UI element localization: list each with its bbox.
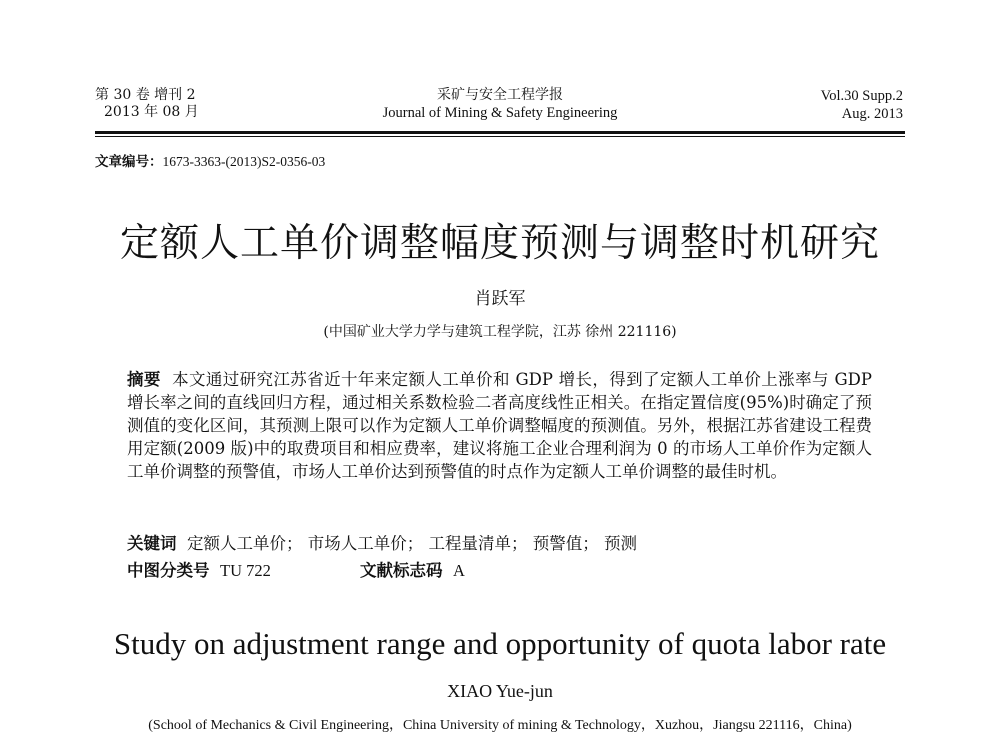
volume-issue-cn: 第 30 卷 增刊 2 (95, 87, 196, 103)
clc-label: 中图分类号 (127, 561, 210, 580)
date-cn: 2013 年 08 月 (104, 104, 199, 120)
journal-name-cn: 采矿与安全工程学报 (437, 87, 563, 103)
paper-title-cn: 定额人工单价调整幅度预测与调整时机研究 (119, 221, 880, 266)
doc-code-label: 文献标志码 (360, 561, 443, 580)
volume-issue-en: Vol.30 Supp.2 (820, 88, 903, 104)
abstract-label: 摘要 (127, 370, 161, 389)
article-id-value: 1673-3363-(2013)S2-0356-03 (162, 154, 326, 169)
header-rule-thin (95, 136, 905, 137)
paper-title-en: Study on adjustment range and opportunity of quota labor rate (113, 626, 887, 661)
keywords (127, 532, 637, 555)
keywords-text: 定额人工单价； 市场人工单价； 工程量清单； 预警值； 预测 (187, 534, 637, 553)
abstract (127, 368, 872, 483)
keywords-label: 关键词 (127, 534, 177, 553)
author-en: XIAO Yue-jun (447, 681, 553, 701)
classification (127, 559, 271, 582)
header-rule-thick (95, 131, 905, 134)
article-id-label: 文章编号： (95, 154, 163, 170)
affiliation-cn: (中国矿业大学力学与建筑工程学院，江苏 徐州 221116) (323, 324, 677, 340)
abstract-text: 本文通过研究江苏省近十年来定额人工单价和 GDP 增长，得到了定额人工单价上涨率与 GDP 增长率之间的直线回归方程，通过相关系数检验二者高度线性正相关。在指定置信度(95%)时确定了预测值的变化区间，其预测上限可以作为定额人工单价调整幅度的预测值。另外，根据江苏省建设工程费用定额(2009 版)中的取费项目和相应费率，建议将施工企业合理利润为 0 的市场人工单价作为定额人工单价调整的预警值，市场人工单价达到预警值的时点作为定额人工单价调整的最佳时机。 (127, 370, 872, 481)
clc-value: TU 722 (220, 561, 271, 580)
article-id (95, 150, 325, 170)
document-code (360, 559, 465, 582)
author-cn: 肖跃军 (474, 289, 526, 309)
date-en: Aug. 2013 (841, 106, 903, 122)
journal-name-en: Journal of Mining & Safety Engineering (382, 105, 618, 121)
doc-code-value: A (453, 561, 465, 580)
affiliation-en: (School of Mechanics & Civil Engineering，China University of mining & Technology，Xuzhou，Jiangsu 221116，China) (148, 718, 852, 733)
